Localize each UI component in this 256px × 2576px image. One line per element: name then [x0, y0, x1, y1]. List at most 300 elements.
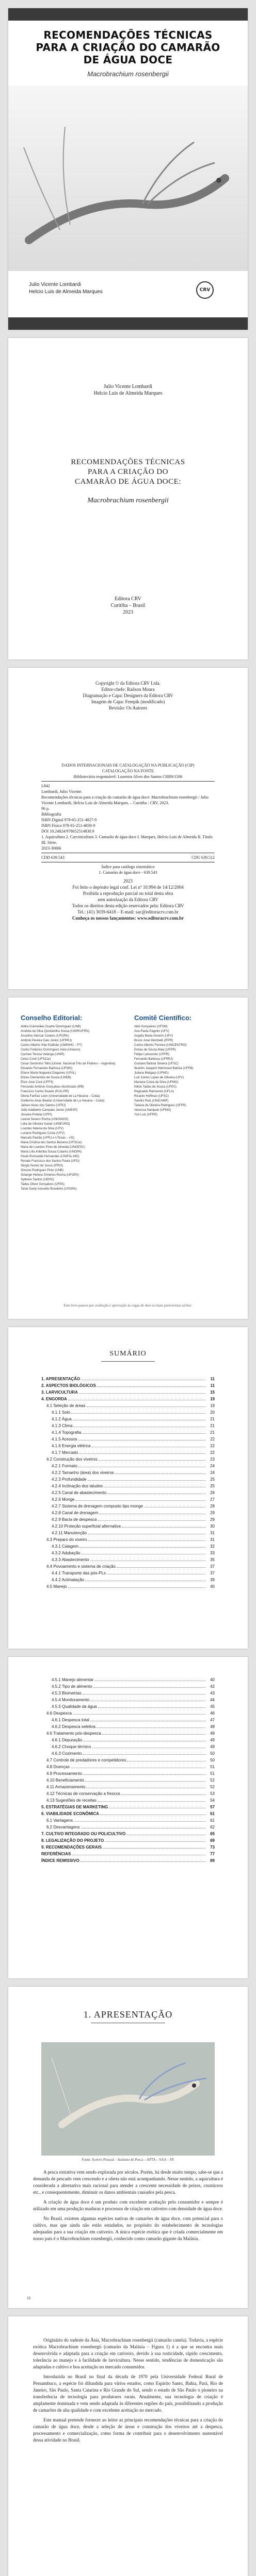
summary-title: SUMÁRIO — [109, 1350, 147, 1358]
toc-label: 4. ENGORDA — [41, 1397, 67, 1401]
member-name: Aldo Gonçalves (UFSM) — [134, 1025, 168, 1028]
member-name: Ana Paula Pagotto (UFV) — [134, 1030, 169, 1033]
paragraph: Originário do sudeste da Ásia, Macrobrachium rosenbergii (camarão canela). Todavia, a espécie exótica Macrobrachium rosenbergii (camarão da Malásia – Figura 1) é a que se encontra mais desenvolvida e adaptada para a criação em cativeiro, devido à sua rusticidade, rápido crescimento, tolerância ao manejo e à facilidade de larvicultura. Nesse sentido, tendências de domesticação são adaptadas e cultivo e boa aceitação no mercado consumidor. — [33, 2337, 223, 2369]
toc-entry[interactable] — [41, 1437, 215, 1444]
toc-label: 7. CULTIVO INTEGRADO OU POLICULTIVO — [41, 1832, 126, 1836]
toc-entry[interactable] — [41, 1430, 215, 1437]
toc-leader — [121, 1794, 205, 1795]
toc-entry[interactable] — [41, 1718, 215, 1724]
toc-page-number: 29 — [210, 1517, 215, 1522]
toc-label: 4.2.2 Tamanho (área) dos viveiros — [52, 1470, 114, 1475]
toc-label: 4.2.8 Canal de drenagem — [52, 1511, 99, 1515]
member-name: Simone Rodrigues Pinto (UNB) — [21, 1169, 64, 1172]
cover-top-band — [8, 8, 248, 21]
cdu-code: CDU 639.512 — [191, 855, 215, 860]
toc-entry[interactable] — [41, 1711, 215, 1718]
cover-subtitle: Macrobrachium rosenbergii — [87, 70, 169, 78]
cover-title-line: RECOMENDAÇÕES TÉCNICAS — [43, 29, 213, 41]
copyright-line: Imagem de Capa: Freepik (modificado) — [91, 699, 165, 704]
toc-page-number: 46 — [210, 1711, 215, 1716]
paragraph: Introduzida no Brasil no final da década de 1970 pela Universidade Federal Rural de Pernambuco, a espécie foi difundida para vários estados, como Espírito Santo, Bahia, Pará, Rio de Janeiro, São Paulo, Santa Catarina e Rio Grande do Sul, sendo o estado de São Paulo o pioneiro na transferência de tecnologia para produtores rurais. Atualmente, sua tecnologia de criação é amplamente dominada e vem sendo adaptada às diferentes regiões do país, possibilitando a produção de camarões de alta qualidade e com excelente aceitação no mercado. — [33, 2374, 223, 2413]
toc-entry[interactable] — [41, 1677, 215, 1684]
toc-page-number: 22 — [210, 1444, 215, 1448]
toc-entry[interactable] — [41, 1557, 215, 1564]
council-list — [21, 1025, 124, 1192]
toc-page-number: 33 — [210, 1551, 215, 1555]
toc-leader — [88, 1540, 205, 1541]
member-name: Carlos Federico Domínguez Avila (Unieuro) — [21, 1048, 81, 1052]
member-name: Enéas de Souza Maia (UFPR) — [134, 1048, 176, 1052]
toc-label: 4.2.6 Monge — [52, 1497, 75, 1502]
toc-entry[interactable] — [41, 1785, 215, 1791]
toc-entry[interactable] — [41, 1403, 215, 1410]
toc-entry[interactable] — [41, 1410, 215, 1417]
toc-label: 4.13 Sugestões de receitas — [46, 1798, 97, 1803]
member-name: Gustavo Batista Silveira (UFSC) — [134, 1062, 179, 1065]
toc-label: 6.1 Vantagens — [46, 1818, 73, 1823]
toc-entry[interactable] — [41, 1490, 215, 1497]
toc-entry[interactable] — [41, 1397, 215, 1403]
toc-label: 1. APRESENTAÇÃO — [41, 1377, 81, 1381]
toc-leader — [74, 1821, 205, 1822]
member-name: Carmen Tereza Velanga (UNIR) — [21, 1053, 65, 1056]
member-name: Paulo Romualdo Hernandes (UNIFAL-MG) — [21, 1155, 79, 1158]
toc-entry[interactable] — [41, 1537, 215, 1544]
toc-page-number: 51 — [210, 1771, 215, 1776]
member-name: Celso Conti (UFSCar) — [21, 1058, 51, 1061]
catalog-line: 2023-30066 — [41, 846, 61, 851]
member-name: Tania Suely Azevedo Brasileiro (UFOPA) — [21, 1188, 77, 1191]
toc-page-number: 22 — [210, 1450, 215, 1455]
toc-entry[interactable] — [41, 1524, 215, 1531]
cover-author: Julio Vicente Lombardi — [29, 282, 81, 287]
toc-label: 4.4.1 Transporte das pós-PLs — [52, 1571, 106, 1575]
prawn-photo — [41, 2042, 215, 2156]
catalog-line: L842 — [41, 784, 50, 788]
member-name: Yuri Luiz (UFPR) — [134, 1113, 158, 1116]
member-name: Lídia de Oliveira Xavier (UNIEURO) — [21, 1123, 70, 1126]
toc-label: REFERÊNCIAS — [41, 1852, 71, 1856]
toc-entry[interactable] — [41, 1417, 215, 1423]
toc-label: 2. ASPECTOS BIOLÓGICOS — [41, 1383, 96, 1388]
introduction-page-continued — [8, 2316, 248, 2576]
catalog-heading: CATALOGAÇÃO NA FONTE — [102, 769, 154, 773]
cover-bottom-band — [8, 317, 248, 330]
toc-entry[interactable] — [41, 1771, 215, 1778]
toc-leader — [102, 1734, 205, 1735]
divider — [101, 1361, 155, 1362]
table-of-contents — [41, 1377, 215, 1591]
publisher-info — [8, 596, 248, 616]
toc-page-number: 40 — [210, 1677, 215, 1682]
member-name: Juliana Melgaço (UFMG) — [134, 1072, 169, 1075]
toc-page-number: 54 — [210, 1798, 215, 1803]
toc-label: 4.6 Despesca — [46, 1711, 72, 1716]
toc-page-number: 42 — [210, 1684, 215, 1689]
toc-entry[interactable] — [41, 1531, 215, 1537]
toc-leader — [97, 1386, 205, 1387]
toc-entry[interactable] — [41, 1464, 215, 1470]
toc-entry[interactable] — [41, 1852, 215, 1858]
member-name: Nilton Tadeu de Souza (UFES) — [134, 1086, 177, 1089]
toc-entry[interactable] — [41, 1832, 215, 1838]
member-name: Tadeu Oliver Gonçalves (UFPA) — [21, 1183, 65, 1186]
council-heading: Conselho Editorial: — [21, 1014, 83, 1022]
toc-entry[interactable] — [41, 1791, 215, 1798]
toc-label: 4.6.1 Despesca total — [52, 1718, 89, 1722]
title-page-title — [29, 457, 227, 487]
toc-page-number: 89 — [210, 1858, 215, 1863]
toc-page-number: 52 — [210, 1778, 215, 1783]
toc-label: 4.5.4 Monitoramento — [52, 1698, 90, 1702]
toc-leader — [103, 1848, 205, 1849]
toc-label: 9. RECOMENDAÇÕES GERAIS — [41, 1845, 102, 1850]
toc-leader — [79, 1547, 205, 1548]
toc-entry[interactable] — [41, 1477, 215, 1484]
toc-entry[interactable] — [41, 1704, 215, 1711]
member-name: Maria Lília Imbiriba Sousa Colares (UNOPA) — [21, 1150, 82, 1154]
paragraph: A criação de água doce é um produto com excelente aceitação pelo consumidor e sempre é utilizado em uma produção maduras e processos de criação em cativeiro com densidade de água doce. — [33, 2199, 223, 2211]
legal-deposit — [8, 878, 248, 921]
toc-label: 4.1.4 Topografia — [52, 1430, 82, 1435]
copyright-line: Copyright © da Editora CRV Ltda. — [95, 681, 161, 686]
toc-label: 4.5.5 Qualidade da água — [52, 1704, 97, 1709]
page-number: 11 — [27, 2296, 31, 2300]
publication-year: 2023 — [123, 609, 133, 615]
toc-page-number: 73 — [210, 1845, 215, 1850]
member-name: Ibrahim Joaquim Mahmoud Batista (UFPB) — [134, 1067, 194, 1070]
copyright-page — [8, 668, 248, 989]
toc-page-number: 51 — [210, 1765, 215, 1769]
toc-leader — [82, 1433, 205, 1434]
member-name: Josania Portela (UFPI) — [21, 1113, 52, 1116]
member-name: Andréia da Silva Quintanilha Sousa (UNIR/UFRN) — [21, 1030, 90, 1033]
member-name: Luciano Rodrigues Costa (UFV) — [21, 1132, 65, 1135]
toc-entry[interactable] — [41, 1383, 215, 1390]
cover-title-line: DE ÁGUA DOCE — [83, 54, 173, 66]
member-name: Anselmo Alencar Colares (UFOPA) — [21, 1035, 69, 1038]
toc-entry[interactable] — [41, 1798, 215, 1805]
member-name: Elizeu Clementino de Souza (UNEB) — [21, 1076, 71, 1079]
toc-leader — [93, 1687, 205, 1688]
deposit-line: sem autorização da Editora CRV — [98, 897, 158, 902]
toc-label: 4.6.2 Despesca seletiva — [52, 1724, 95, 1729]
toc-page-number: 19 — [210, 1397, 215, 1401]
toc-page-number: 43 — [210, 1691, 215, 1696]
toc-label: 3. LARVICULTURA — [41, 1390, 78, 1395]
toc-leader — [83, 1754, 205, 1755]
catalog-librarian: Bibliotecária responsável: Luzenira Alves dos Santos CRB9/1506 — [73, 774, 183, 779]
toc-entry[interactable] — [41, 1457, 215, 1464]
toc-page-number: 37 — [210, 1571, 215, 1575]
toc-entry[interactable] — [41, 1504, 215, 1511]
toc-label: 4.5.3 Biometrias — [52, 1691, 82, 1696]
toc-entry[interactable] — [41, 1751, 215, 1758]
toc-entry[interactable] — [41, 1838, 215, 1845]
prawn-photo-icon — [41, 2042, 215, 2156]
toc-page-number: 57 — [210, 1805, 215, 1809]
catalog-line: Bibliografia — [41, 812, 61, 817]
toc-page-number: 19 — [210, 1403, 215, 1408]
peer-review-note: Este livro passou por avaliação e aprovação às cegas de dois ou mais pareceristas ad hoc. — [63, 1303, 193, 1308]
toc-leader — [83, 1774, 205, 1775]
toc-entry[interactable] — [41, 1724, 215, 1731]
toc-entry[interactable] — [41, 1858, 215, 1865]
toc-leader — [85, 1781, 205, 1782]
title-page — [8, 338, 248, 659]
toc-entry[interactable] — [41, 1470, 215, 1477]
toc-page-number: 29 — [210, 1511, 215, 1515]
editorial-council — [21, 1014, 124, 1192]
member-name: Angela Maria Amorim (UFV) — [134, 1035, 173, 1038]
toc-leader — [99, 1460, 205, 1461]
toc-page-number: 11 — [210, 1383, 215, 1388]
member-name: Carlos Alberto Vilar Estêvão (UMINHO – PT) — [21, 1044, 82, 1047]
table-of-contents — [41, 1677, 215, 1865]
toc-label: 4.7 Controle de predadores e competidores — [46, 1758, 126, 1762]
member-name: Gloria Fariñas León (Universidade de La Havana – Cuba) — [21, 1095, 100, 1098]
paragraph: Este manual pretende fornecer ao leitor as principais recomendações técnicas para a criação do camarão de água doce, desde a seleção de áreas e construção dos viveiros até a despesca, processamento e comercialização, como forma de contribuir para o desenvolvimento sustentável dessa atividade no Brasil. — [33, 2417, 223, 2443]
toc-page-number: 27 — [210, 1497, 215, 1502]
toc-leader — [73, 1714, 205, 1715]
toc-page-number: 52 — [210, 1785, 215, 1789]
member-name: Elione Maria Nogueira Diogenes (UFAL) — [21, 1072, 76, 1075]
catalog-codes — [41, 855, 215, 860]
title-line: RECOMENDAÇÕES TÉCNICAS — [71, 458, 185, 466]
toc-entry[interactable] — [41, 1758, 215, 1765]
toc-label: 4.6.2 Choque térmico — [52, 1744, 91, 1749]
toc-leader — [79, 1453, 205, 1454]
toc-label: 4.5.2 Tipo de alimento — [52, 1684, 92, 1689]
toc-leader — [115, 1473, 205, 1474]
toc-leader — [81, 1861, 205, 1862]
toc-label: 4.3.2 Adubação — [52, 1551, 81, 1555]
catalog-card — [41, 762, 215, 875]
toc-page-number: 65 — [210, 1832, 215, 1836]
toc-entry[interactable] — [41, 1744, 215, 1751]
figure-caption: Fonte: Acervo Pessoal – Instituto de Pesca – APTA – SAA – SP. — [82, 2158, 174, 2162]
member-name: Bruno José Mombelli (IFPR) — [134, 1039, 173, 1042]
toc-label: 4.6.1 Depuração — [52, 1738, 83, 1742]
toc-label: 4.1.5 Acessos — [52, 1437, 77, 1442]
toc-leader — [98, 1520, 205, 1521]
toc-page-number: 23 — [210, 1457, 215, 1462]
toc-page-number: 44 — [210, 1698, 215, 1702]
cover-image — [8, 86, 248, 271]
committee-heading: Comitê Científico: — [134, 1014, 192, 1022]
toc-label: 4.8 Doenças — [46, 1765, 70, 1769]
member-name: Eduardo Fernandes Barbosa (UFMG) — [21, 1067, 73, 1070]
toc-page-number: 49 — [210, 1744, 215, 1749]
toc-entry[interactable] — [41, 1484, 215, 1490]
member-name: Luiz Carlos Lopes de Oliveira (UFV) — [134, 1076, 184, 1079]
deposit-line: 2023 — [123, 878, 133, 884]
toc-leader — [117, 1567, 205, 1568]
toc-page-number: 21 — [210, 1417, 215, 1421]
toc-page-number: 25 — [210, 1484, 215, 1488]
member-name: Felipe Lamounier (UFPR) — [134, 1053, 170, 1056]
toc-entry[interactable] — [41, 1444, 215, 1450]
toc-entry[interactable] — [41, 1551, 215, 1557]
toc-label: 4.2.10 Proteção superficial alternativa — [52, 1524, 121, 1529]
member-name: Antônio Pereira Gaio Júnior (UFRRJ) — [21, 1039, 72, 1042]
toc-label: 4.10 Beneficiamento — [46, 1778, 84, 1783]
divider — [41, 781, 215, 782]
publisher-name: Editora CRV — [115, 596, 141, 602]
toc-page-number: 24 — [210, 1470, 215, 1475]
member-name: João Adalberto Campato Junior (UNESP) — [21, 1109, 78, 1112]
paragraph: No Brasil, existem algumas espécies nativas de camarões de água doce, com potencial para o cultivo, mas que ainda não estão estudados, no propósito do estabelecimento de tecnologias adequadas para a sua criação em cativeiro. A única espécie exótica que é criada comercialmente em nosso país é o Macrobrachium rosenbergii, conhecido como camarão gigante da Malásia. — [33, 2216, 223, 2241]
introduction-page — [8, 1987, 248, 2308]
toc-entry[interactable] — [41, 1497, 215, 1504]
member-name: Cesar Gerónimo Tello (Univer. Nacional Três de Febrero – Argentina) — [21, 1062, 116, 1065]
catalog-line: ISBN Digital 978-65-251-4827-9 — [41, 818, 97, 822]
catalog-line: ISBN Físico 978-65-251-4830-9 — [41, 823, 95, 828]
cover-authors — [29, 281, 103, 296]
toc-page-number: 21 — [210, 1423, 215, 1428]
toc-label: 4.6 Tratamento pós-despesca — [46, 1731, 101, 1736]
toc-page-number: 35 — [210, 1557, 215, 1562]
toc-label: 4.5.1 Manejo alimentar — [52, 1677, 94, 1682]
member-name: Guillermo Arias Beatón (Universidade de La Havana – Cuba) — [21, 1099, 105, 1103]
toc-entry[interactable] — [41, 1818, 215, 1825]
toc-entry[interactable] — [41, 1584, 215, 1591]
toc-label: 4.1.6 Energia elétrica — [52, 1444, 91, 1448]
toc-leader — [97, 1727, 205, 1728]
cover-title-line: PARA A CRIAÇÃO DO CAMARÃO — [36, 41, 220, 54]
toc-label: 4.1 Seleção de áreas — [46, 1403, 86, 1408]
toc-entry[interactable] — [41, 1765, 215, 1771]
committee-list — [134, 1025, 237, 1117]
toc-entry[interactable] — [41, 1825, 215, 1832]
toc-entry[interactable] — [41, 1691, 215, 1698]
toc-entry[interactable] — [41, 1450, 215, 1457]
toc-page-number: 49 — [210, 1738, 215, 1742]
toc-page-number: 50 — [210, 1758, 215, 1762]
title-line: PARA A CRIAÇÃO DO — [88, 468, 168, 476]
author-name: Helcio Luis de Almeida Marques — [93, 391, 163, 396]
toc-entry[interactable] — [41, 1738, 215, 1744]
toc-leader — [122, 1527, 205, 1528]
toc-page-number: 31 — [210, 1537, 215, 1542]
toc-page-number: 50 — [210, 1751, 215, 1756]
toc-label: 4.3.1 Calagem — [52, 1544, 79, 1549]
toc-page-number: 47 — [210, 1718, 215, 1722]
toc-entry[interactable] — [41, 1778, 215, 1785]
member-name: Fernando Antônio Gonçalves Alcoforado (IPB) — [21, 1086, 84, 1089]
toc-leader — [98, 1707, 205, 1708]
catalog-line: Recomendações técnicas para a criação do camarão de água doce: Macrobrachium rosenbergii / Julio Vicente Lombardi, Helcio Luis de Almeida Marques. – Curitiba : CRV, 2023. — [41, 795, 209, 805]
intro-text-continued — [33, 2337, 223, 2447]
toc-page-number: 77 — [210, 1852, 215, 1856]
member-name: Aldira Guimarães Duarte Domínguez (UNB) — [21, 1025, 81, 1028]
toc-entry[interactable] — [41, 1684, 215, 1691]
cover-title — [29, 29, 227, 66]
toc-entry[interactable] — [41, 1564, 215, 1571]
catalog-line: Lombardi, Julio Vicente. — [41, 789, 83, 794]
index-line: 1. Camarão de água doce - 639.543 — [99, 870, 157, 875]
copyright-block — [8, 680, 248, 711]
toc-label: 4.1.1 Solo — [52, 1410, 71, 1415]
publisher-city: Curitiba – Brasil — [110, 603, 146, 608]
member-name: Leonel Severo Rocha (UNISINOS) — [21, 1118, 69, 1121]
toc-leader — [75, 1500, 205, 1501]
toc-entry[interactable] — [41, 1811, 215, 1818]
member-name: Sydione Santos (UEPG) — [21, 1178, 54, 1181]
editorial-council-page — [8, 997, 248, 1319]
author-name: Julio Vicente Lombardi — [103, 384, 153, 389]
member-name: Jailson Alves dos Santos (UFRJ) — [21, 1104, 66, 1107]
toc-entry[interactable] — [41, 1731, 215, 1738]
toc-entry[interactable] — [41, 1698, 215, 1704]
toc-label: 4.2 Construção dos viveiros — [46, 1457, 98, 1462]
chapter-title: 1. APRESENTAÇÃO — [83, 2009, 173, 2020]
toc-entry[interactable] — [41, 1845, 215, 1852]
toc-page-number: 39 — [210, 1578, 215, 1582]
member-name: Francisco Carlos Duarte (PUC-PR) — [21, 1090, 69, 1093]
member-name: Renato Francisco dos Santos Paula (UFG) — [21, 1160, 80, 1163]
toc-entry[interactable] — [41, 1571, 215, 1578]
toc-entry[interactable] — [41, 1805, 215, 1811]
deposit-line: Foi feito o depósito legal conf. Lei nº 10.994 de 14/12/2004 — [72, 885, 184, 890]
member-name: Tatiana de Oliveira Rodrigues (UFPR) — [134, 1104, 186, 1107]
toc-leader — [105, 1841, 205, 1842]
toc-label: 4.2.9 Bacia de despesca — [52, 1517, 97, 1522]
toc-label: 4.11 Armazenamento — [46, 1785, 86, 1789]
toc-label: 4.6.3 Cozimento — [52, 1751, 82, 1756]
prawn-illustration-icon — [8, 86, 248, 271]
toc-page-number: 15 — [210, 1390, 215, 1395]
title-page-authors — [8, 383, 248, 397]
toc-entry[interactable] — [41, 1377, 215, 1383]
toc-label: 4.2.1 Formato — [52, 1464, 77, 1468]
title-page-subtitle: Macrobrachium rosenbergii — [87, 497, 169, 504]
member-name: Vanessa Sampaio (UFMG) — [134, 1109, 171, 1112]
toc-page-number: 32 — [210, 1544, 215, 1549]
toc-label: 5. ESTRATÉGIAS DE MARKETING — [41, 1805, 108, 1809]
toc-label: 4.9 Processamento — [46, 1771, 82, 1776]
member-name: Mariana Costa da Silva (UFMG) — [134, 1081, 179, 1084]
toc-page-number: 61 — [210, 1811, 215, 1816]
deposit-line: Proibida a reprodução parcial ou total desta obra — [83, 891, 173, 896]
toc-label: 4.2.4 Inclinação dos taludes — [52, 1484, 103, 1488]
member-name: Élsio José Corá (UFFS) — [21, 1081, 54, 1084]
toc-entry[interactable] — [41, 1544, 215, 1551]
toc-label: 4.12 Técnicas de conservação a frescos — [46, 1791, 121, 1796]
toc-entry[interactable] — [41, 1423, 215, 1430]
toc-page-number: 24 — [210, 1464, 215, 1468]
toc-label: ÍNDICE REMISSIVO — [41, 1858, 79, 1863]
member-name: Maria de Lourdes Pinto de Almeida (UNOESC) — [21, 1146, 85, 1149]
title-line: CAMARÃO DE ÁGUA DOCE: — [75, 478, 181, 486]
toc-entry[interactable] — [41, 1511, 215, 1517]
toc-label: 4.1.2 Água — [52, 1417, 72, 1421]
toc-page-number: 26 — [210, 1490, 215, 1495]
catalog-line: 96 p. — [41, 806, 50, 811]
member-name: Maria Cristina dos Santos Bezerra (UFSCar) — [21, 1141, 82, 1144]
toc-entry[interactable] — [41, 1578, 215, 1584]
toc-label: 6. VIABILIDADE ECONÔMICA — [41, 1811, 100, 1816]
toc-entry[interactable] — [41, 1390, 215, 1397]
toc-leader — [71, 1413, 205, 1414]
toc-entry[interactable] — [41, 1517, 215, 1524]
toc-label: 4.3 Preparo do viveiro — [46, 1537, 87, 1542]
toc-leader — [98, 1801, 205, 1802]
toc-label: 8. LEGALIZAÇÃO DO PROJETO — [41, 1838, 104, 1843]
member-name: Lourdes Helena da Silva (UFV) — [21, 1127, 64, 1130]
cover-page — [8, 8, 248, 330]
member-name: Solange Helena Ximenes-Rocha (UFOPA) — [21, 1174, 79, 1177]
